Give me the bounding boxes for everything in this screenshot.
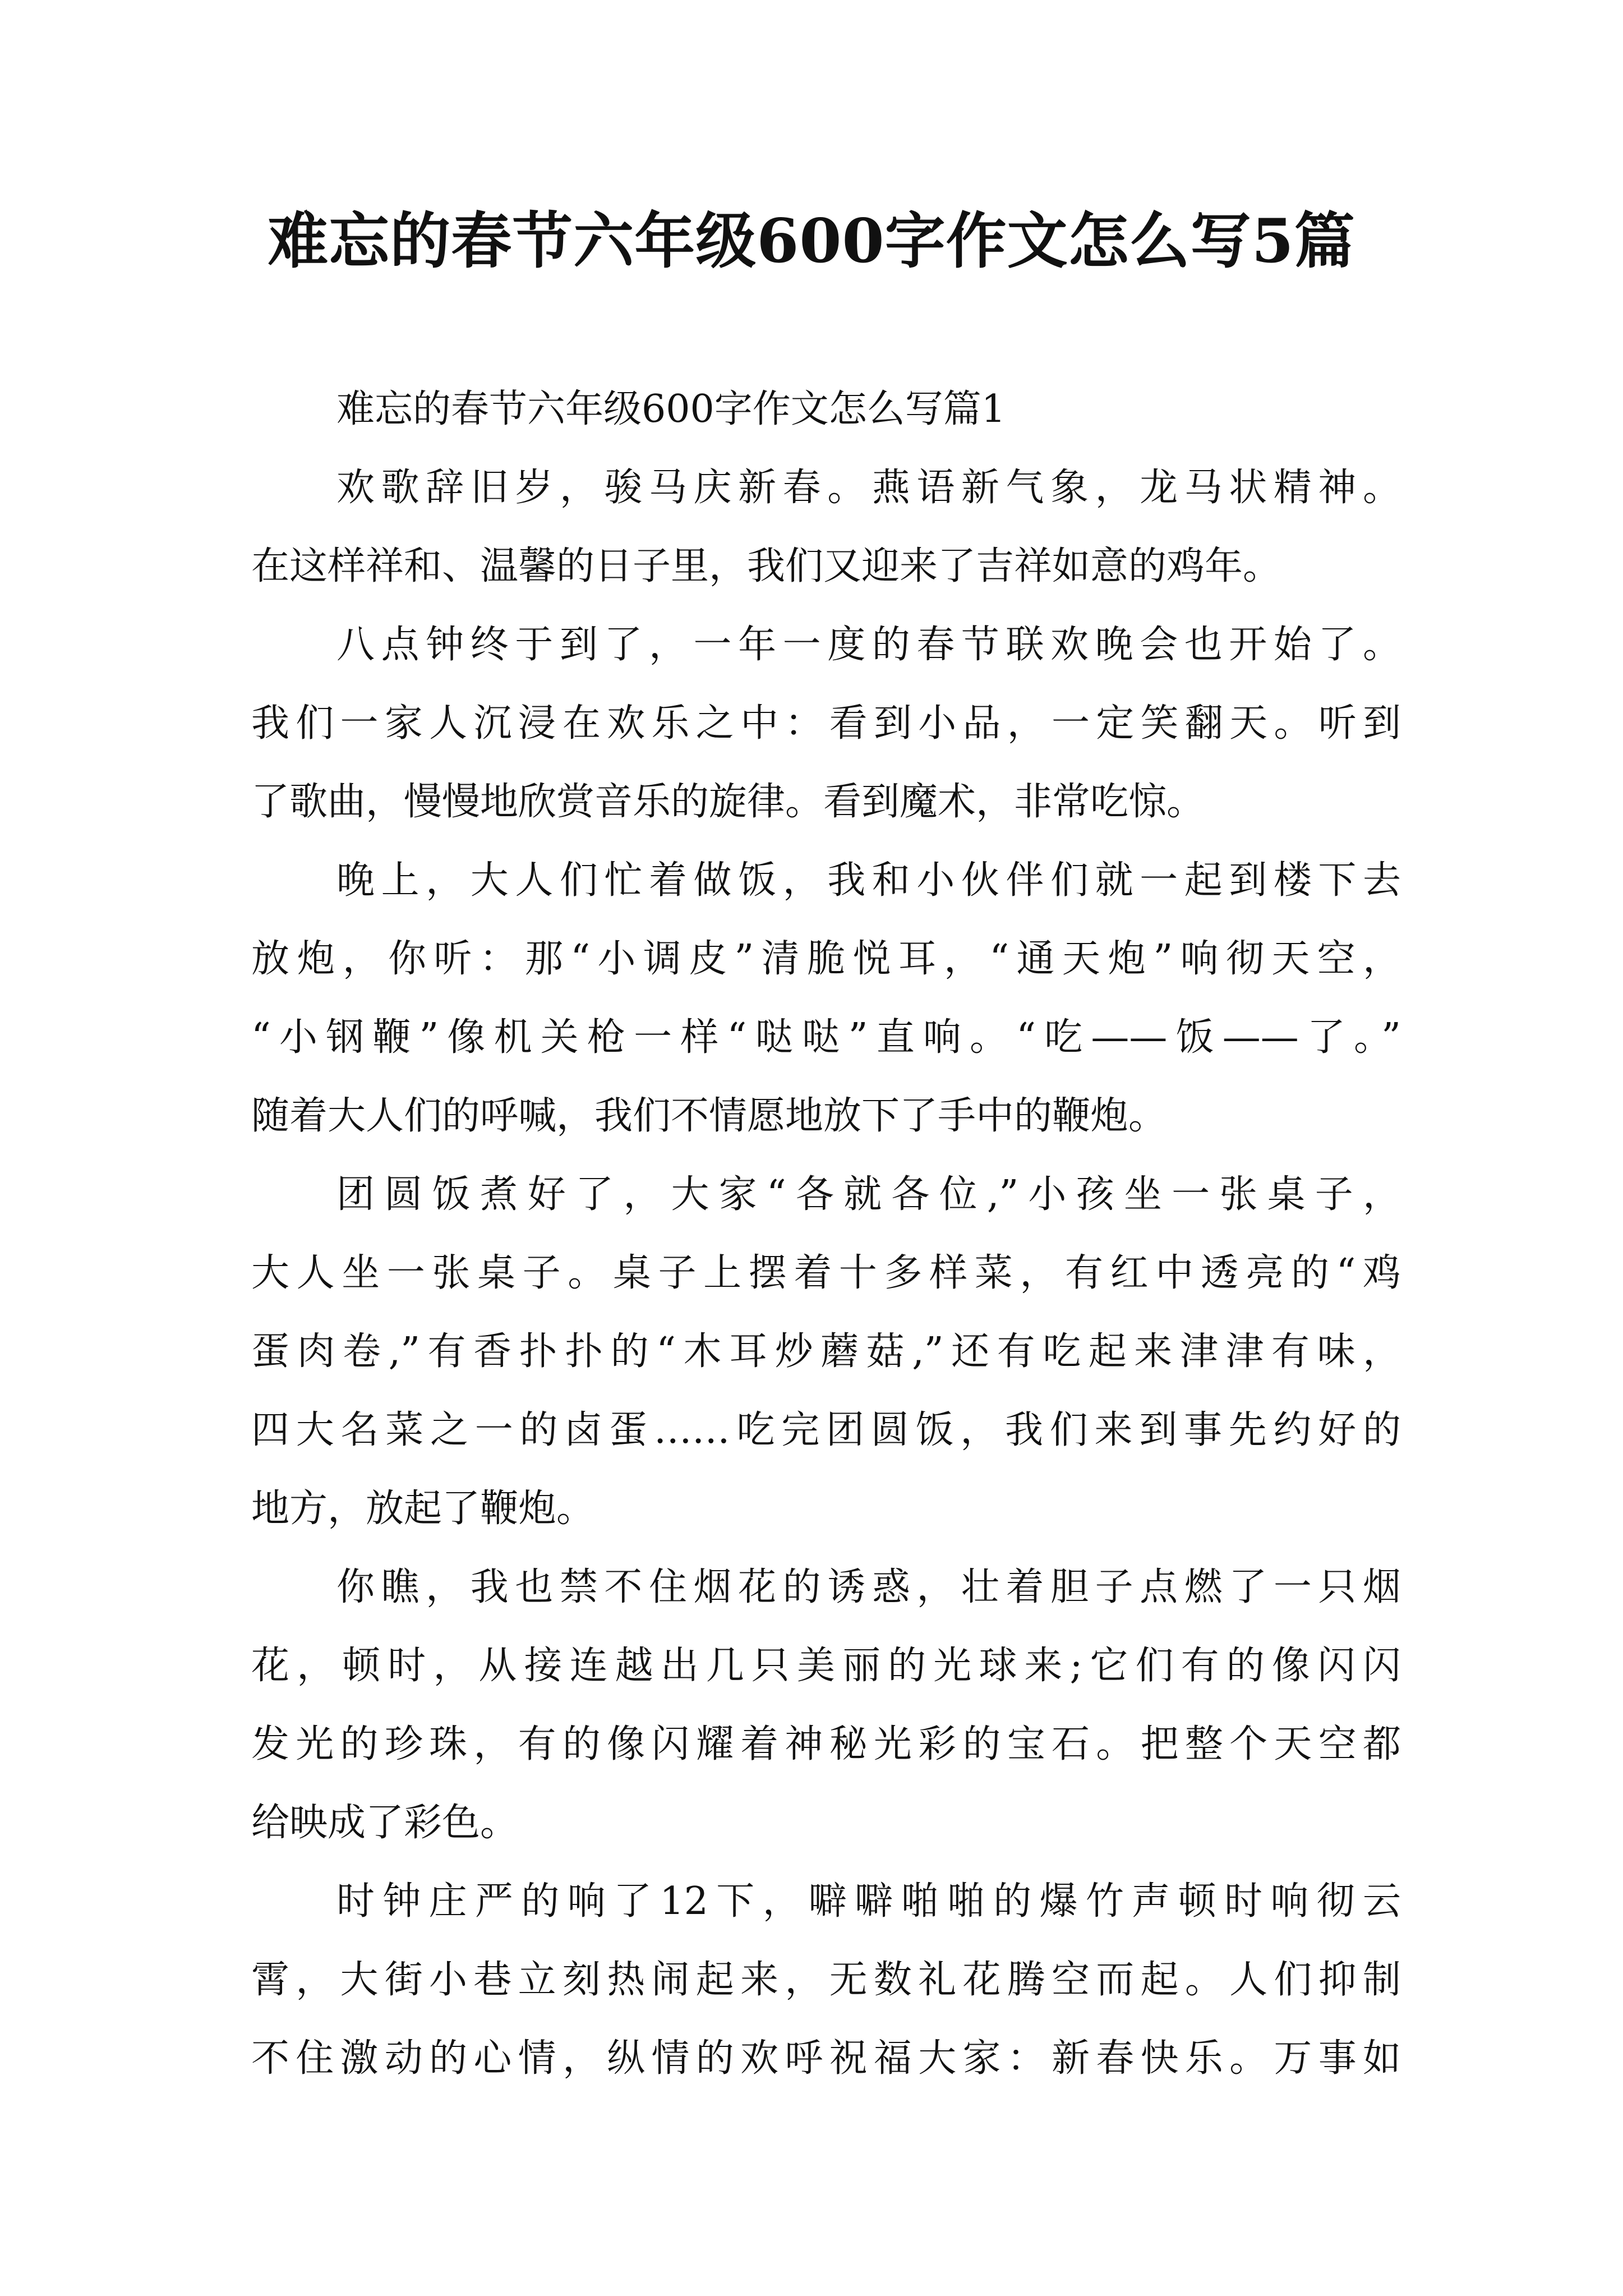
paragraph-5-line-3: 发光的珍珠，有的像闪耀着神秘光彩的宝石。把整个天空都: [251, 1722, 1401, 1766]
paragraph-4-line-1: 团圆饭煮好了，大家“各就各位,”小孩坐一张桌子，: [336, 1172, 1401, 1217]
paragraph-4-line-3: 蛋肉卷,”有香扑扑的“木耳炒蘑菇,”还有吃起来津津有味，: [251, 1329, 1401, 1374]
paragraph-6-line-3: 不住激动的心情，纵情的欢呼祝福大家：新春快乐。万事如: [251, 2036, 1401, 2081]
paragraph-5-line-4: 给映成了彩色。: [251, 1801, 519, 1845]
paragraph-1-line-1: 欢歌辞旧岁，骏马庆新春。燕语新气象，龙马状精神。: [336, 466, 1401, 510]
paragraph-3-line-4: 随着大人们的呼喊，我们不情愿地放下了手中的鞭炮。: [251, 1094, 1167, 1138]
paragraph-4-line-5: 地方，放起了鞭炮。: [251, 1487, 595, 1531]
paragraph-2-line-3: 了歌曲，慢慢地欣赏音乐的旋律。看到魔术，非常吃惊。: [251, 780, 1205, 824]
document-title: 难忘的春节六年级600字作文怎么写5篇: [268, 206, 1355, 277]
paragraph-4-line-4: 四大名菜之一的卤蛋……吃完团圆饭，我们来到事先约好的: [251, 1408, 1401, 1452]
paragraph-6-line-2: 霄，大街小巷立刻热闹起来，无数礼花腾空而起。人们抑制: [251, 1958, 1401, 2002]
paragraph-3-line-2: 放炮，你听：那“小调皮”清脆悦耳，“通天炮”响彻天空，: [251, 937, 1401, 981]
paragraph-5-line-2: 花，顿时，从接连越出几只美丽的光球来;它们有的像闪闪: [251, 1644, 1401, 1688]
section-heading: 难忘的春节六年级600字作文怎么写篇1: [336, 387, 1006, 431]
paragraph-3-line-1: 晚上，大人们忙着做饭，我和小伙伴们就一起到楼下去: [336, 858, 1401, 903]
paragraph-6-line-1: 时钟庄严的响了12下，噼噼啪啪的爆竹声顿时响彻云: [336, 1879, 1401, 1924]
paragraph-5-line-1: 你瞧，我也禁不住烟花的诱惑，壮着胆子点燃了一只烟: [336, 1565, 1401, 1609]
paragraph-3-line-3: “小钢鞭”像机关枪一样“哒哒”直响。“吃——饭——了。”: [251, 1015, 1401, 1060]
paragraph-1-line-2: 在这样祥和、温馨的日子里，我们又迎来了吉祥如意的鸡年。: [251, 544, 1281, 588]
paragraph-2-line-1: 八点钟终于到了，一年一度的春节联欢晚会也开始了。: [336, 623, 1401, 667]
paragraph-4-line-2: 大人坐一张桌子。桌子上摆着十多样菜，有红中透亮的“鸡: [251, 1251, 1401, 1295]
paragraph-2-line-2: 我们一家人沉浸在欢乐之中：看到小品，一定笑翻天。听到: [251, 701, 1401, 746]
